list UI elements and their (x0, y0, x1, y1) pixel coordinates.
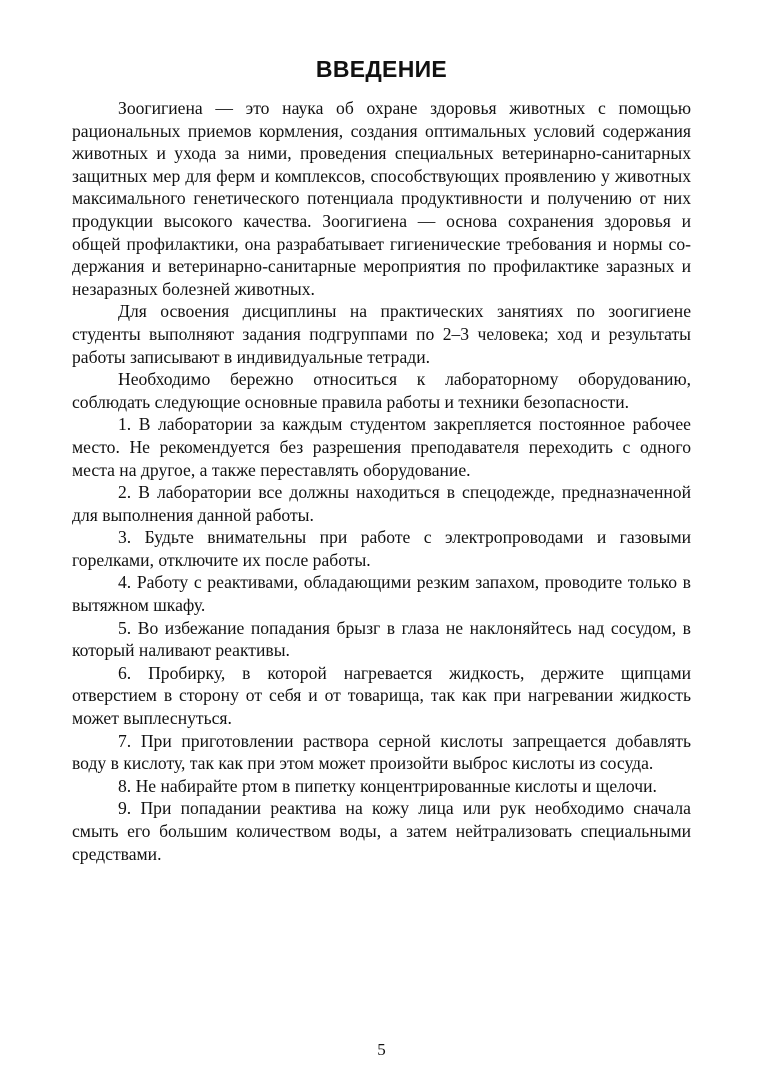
body-text (72, 97, 691, 865)
rule-item-2: 2. В лаборатории все должны находиться в спецодежде, предназначенной для выполнения данной работы. (72, 482, 691, 525)
paragraph-study-groups: Для освоения дисциплины на практических занятиях по зоогигиене студенты выполняют задания подгруппами по 2–3 человека; ход и результаты работы записывают в индивидуальные тетради. (72, 301, 691, 367)
page-title: ВВЕДЕНИЕ (315, 56, 448, 82)
rule-item-5: 5. Во избежание попадания брызг в глаза не наклоняйтесь над сосудом, в который наливают реактивы. (72, 617, 691, 661)
rule-item-8: 8. Не набирайте ртом в пипетку концентрированные кислоты и щелочи. (118, 775, 657, 796)
rule-item-3: 3. Будьте внимательны при работе с электропроводами и газовыми горелками, отключите их после работы. (72, 527, 691, 570)
page-number: 5 (377, 1040, 386, 1059)
rule-item-6: 6. Пробирку, в которой нагревается жидкость, держите щипцами отверстием в сторону от себя и от товарища, так как при нагревании жидкость может выплеснуться. (72, 662, 691, 729)
paragraph-intro: Зоогигиена — это наука об охране здоровья животных с помощью рациональных приемов кормления, создания оптимальных условий содержания животных и ухода за ними, проведения специальных ветеринарно-санитарных защитных мер для ферм и комплексов, способствующих проявлению у животных максимального генетического потенциала продуктивности и получению от них продукции высокого качества. Зоогигиена — основа сохранения здоровья и общей профилактики, она разрабатывает гигиенические требования и нормы содержания и ветеринарно-санитарные мероприятия по профилактике заразных и незаразных болезней животных. (72, 98, 691, 299)
rule-item-9: 9. При попадании реактива на кожу лица или рук необходимо сначала смыть его большим количеством воды, а затем нейтрализовать специальными средствами. (72, 798, 691, 864)
paragraph-safety-intro: Необходимо бережно относиться к лабораторному оборудованию, соблюдать следующие основные правила работы и техники безопасности. (72, 369, 691, 412)
rule-item-1: 1. В лаборатории за каждым студентом закрепляется постоянное рабочее место. Не рекомендуется без разрешения преподавателя переходить с одного места на другое, а также переставлять оборудование. (72, 414, 691, 480)
rule-item-7: 7. При приготовлении раствора серной кислоты запрещается добавлять воду в кислоту, так как при этом может произойти выброс кислоты из сосуда. (72, 730, 691, 774)
rule-item-4: 4. Работу с реактивами, обладающими резким запахом, проводите только в вытяжном шкафу. (72, 572, 691, 616)
